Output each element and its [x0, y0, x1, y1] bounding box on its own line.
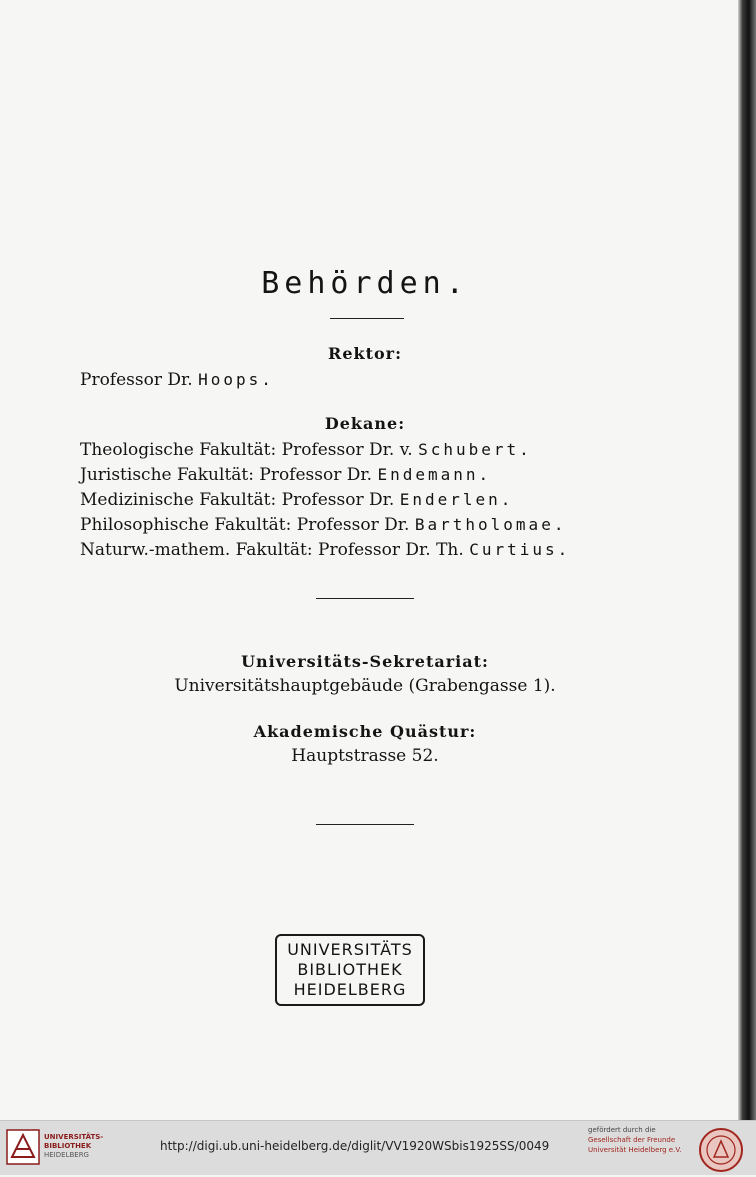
library-name [44, 1133, 103, 1160]
page-title: Behörden. [261, 266, 469, 301]
dekane-heading: Dekane: [324, 414, 406, 433]
quaestur-address: Hauptstrasse 52. [291, 746, 439, 766]
faculty-label: Philosophische Fakultät: [80, 515, 292, 535]
library-name-line: BIBLIOTHEK [44, 1142, 92, 1150]
library-name-line: HEIDELBERG [44, 1151, 89, 1159]
title-divider [330, 318, 404, 319]
bottom-divider [316, 824, 414, 825]
dekan-title: Professor Dr. [296, 515, 410, 535]
sekretariat-heading: Universitäts-Sekretariat: [241, 652, 489, 671]
dekan-name: Schubert. [418, 440, 532, 459]
rektor-prefix: Professor Dr. [80, 370, 193, 390]
dekan-row [80, 515, 566, 535]
quaestur-heading: Akademische Quästur: [253, 722, 477, 741]
rektor-heading: Rektor: [328, 344, 402, 363]
viewer-footer [0, 1120, 756, 1175]
dekan-name: Endemann. [377, 465, 492, 484]
rektor-line [80, 370, 274, 390]
dekan-row [80, 465, 491, 485]
dekan-row [80, 540, 570, 560]
dekan-title: Professor Dr. [259, 465, 373, 485]
dekan-title: Professor Dr. [281, 490, 395, 510]
sekretariat-address: Universitätshauptgebäude (Grabengasse 1). [174, 676, 556, 696]
university-seal-icon[interactable] [698, 1127, 744, 1173]
faculty-label: Naturw.-mathem. Fakultät: [80, 540, 313, 560]
permalink-url[interactable]: http://digi.ub.uni-heidelberg.de/diglit/VV1920WSbis1925SS/0049 [160, 1139, 550, 1153]
stamp-line: BIBLIOTHEK [297, 960, 403, 979]
funding-label: gefördert durch die [588, 1126, 656, 1134]
dekan-name: Bartholomae. [414, 515, 567, 534]
section-divider [316, 598, 414, 599]
dekan-row [80, 440, 532, 460]
dekan-row [80, 490, 513, 510]
funder-name: Gesellschaft der Freunde [588, 1136, 676, 1144]
library-name-line: UNIVERSITÄTS- [44, 1133, 104, 1141]
dekan-name: Curtius. [469, 540, 571, 559]
funding-note [588, 1125, 681, 1155]
library-stamp [275, 934, 425, 1006]
faculty-label: Juristische Fakultät: [80, 465, 254, 485]
faculty-label: Theologische Fakultät: [80, 440, 277, 460]
dekan-title: Professor Dr. v. [281, 440, 413, 460]
stamp-line: HEIDELBERG [293, 980, 407, 999]
rektor-name: Hoops. [198, 370, 274, 389]
dekan-title: Professor Dr. Th. [318, 540, 464, 560]
library-logo-icon[interactable] [6, 1129, 40, 1165]
faculty-label: Medizinische Fakultät: [80, 490, 277, 510]
funder-name: Universität Heidelberg e.V. [588, 1146, 682, 1154]
dekan-name: Enderlen. [399, 490, 514, 509]
page-binding-edge [738, 0, 756, 1120]
stamp-line: UNIVERSITÄTS [287, 940, 413, 959]
